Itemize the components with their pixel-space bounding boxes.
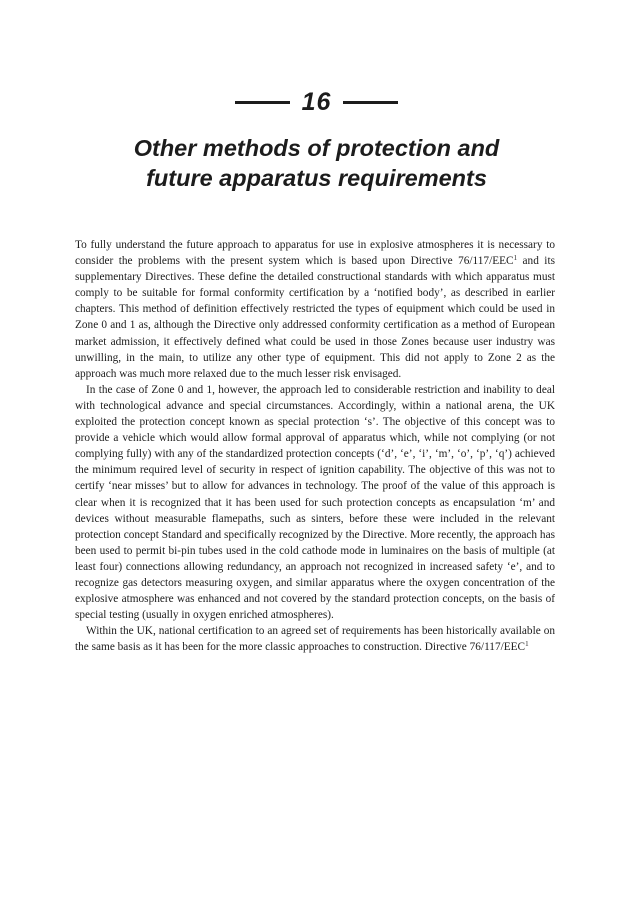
chapter-heading [0,88,633,193]
paragraph-1-text-cont: and its supplementary Directives. These define the detailed constructional standards with which apparatus must comply to be suitable for formal conformity certification by a ‘notified body’, as described in earlier chapters. This method of definition effectively restricted the types of equipment which could be used in Zone 0 and 1 as, although the Directive only addressed conformity certification as a method of European market admission, it effectively defined what could be used in those Zones because user industry was unwilling, in the main, to utilize any other type of equipment. This did not apply to Zone 2 as the approach was much more relaxed due to the much lesser risk envisaged. [75,255,555,380]
footnote-ref-2: 1 [525,640,529,649]
paragraph-1-text: To fully understand the future approach to apparatus for use in explosive atmospheres it is necessary to consider the problems with the present system which is based upon Directive 76/117/EEC [75,239,555,268]
paragraph-2 [75,382,555,623]
paragraph-3 [75,623,555,655]
chapter-title-line-2: future apparatus requirements [146,165,487,191]
paragraph-2-text: In the case of Zone 0 and 1, however, the approach led to considerable restriction and inability to deal with technological advance and special circumstances. Accordingly, within a national arena, the UK exploited the protection concept known as special protection ‘s’. The objective of this concept was to provide a vehicle which would allow formal approval of apparatus which, while not complying (or not complying fully) with any of the standardized protection concepts (‘d’, ‘e’, ‘i’, ‘m’, ‘o’, ‘p’, ‘q’) achieved the minimum required level of security in respect of ignition capability. The objective of this was not to certify ‘near misses’ but to allow for advances in technology. The proof of the value of this approach is clear when it is recognized that it has been used for such protection concepts as encapsulation ‘m’ and devices without measurable flamepaths, such as sinters, before these were included in the relevant protection concept Standard and specifically recognized by the Directive. More recently, the approach has been used to permit bi-pin tubes used in the cold cathode mode in luminaires on the basis of multiple (at least four) connections allowing redundancy, an approach not recognized in increased safety ‘e’, and to recognize gas detectors measuring oxygen, and similar apparatus where the oxygen concentration of the explosive atmosphere was enhanced and not covered by the standard protection concepts, on the basis of special testing (usually in oxygen enriched atmospheres). [75,383,555,622]
chapter-number-line [0,88,633,117]
chapter-title [0,133,633,193]
paragraph-3-text: Within the UK, national certification to an agreed set of requirements has been historically available on the same basis as it has been for the more classic approaches to construction. Directive 76/117/EEC [75,625,555,654]
left-rule [235,101,290,104]
paragraph-1 [75,237,555,382]
right-rule [343,101,398,104]
footnote-ref-1: 1 [513,254,518,263]
chapter-number: 16 [301,88,332,116]
body-text [75,237,555,655]
chapter-title-line-1: Other methods of protection and [133,135,500,161]
